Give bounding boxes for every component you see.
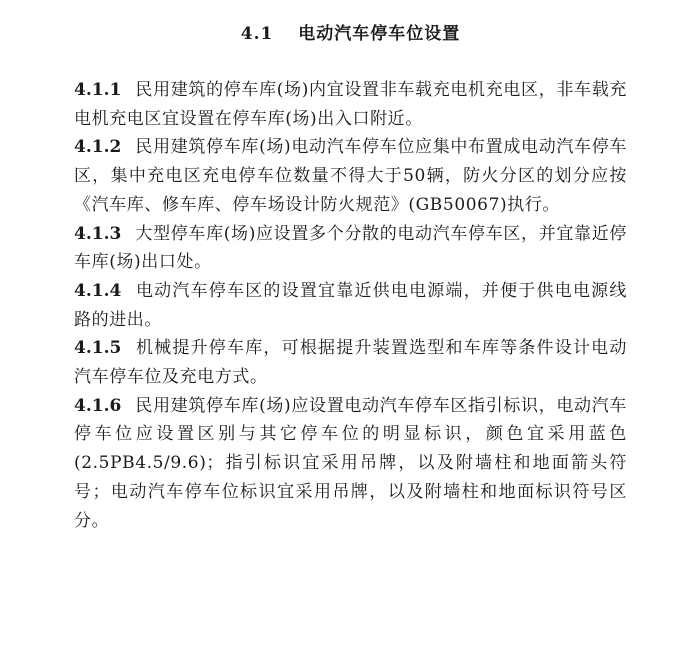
clause-number: 4.1.6 bbox=[74, 395, 122, 416]
clause-4-1-3 bbox=[74, 220, 627, 277]
clause-number: 4.1.1 bbox=[74, 80, 122, 100]
clause-4-1-5 bbox=[74, 334, 627, 391]
section-title bbox=[74, 22, 627, 46]
clause-number: 4.1.4 bbox=[74, 280, 122, 301]
clause-text: 电动汽车停车区的设置宜靠近供电电源端，并便于供电电源线路的进出。 bbox=[74, 280, 627, 330]
section-title-text: 电动汽车停车位设置 bbox=[298, 24, 461, 44]
clause-4-1-6 bbox=[74, 392, 627, 536]
clause-text: 民用建筑的停车库(场)内宜设置非车载充电机充电区，非车载充电机充电区宜设置在停车库(场)出入口附近。 bbox=[74, 80, 627, 129]
clause-4-1-1 bbox=[74, 76, 627, 133]
clause-text: 民用建筑停车库(场)电动汽车停车位应集中布置成电动汽车停车区，集中充电区充电停车位数量不得大于50辆，防火分区的划分应按《汽车库、修车库、停车场设计防火规范》(GB50067)执行。 bbox=[74, 137, 627, 215]
clause-4-1-4 bbox=[74, 277, 627, 334]
clause-number: 4.1.3 bbox=[74, 223, 122, 244]
clause-text: 大型停车库(场)应设置多个分散的电动汽车停车区，并宜靠近停车库(场)出口处。 bbox=[74, 223, 627, 273]
clause-number: 4.1.2 bbox=[74, 137, 122, 158]
clause-number: 4.1.5 bbox=[74, 338, 122, 359]
section-number: 4.1 bbox=[240, 24, 274, 44]
clause-text: 民用建筑停车库(场)应设置电动汽车停车区指引标识，电动汽车停车位应设置区别与其它停车位的明显标识，颜色宜采用蓝色(2.5PB4.5/9.6)；指引标识宜采用吊牌，以及附墙柱和地面箭头符号；电动汽车停车位标识宜采用吊牌，以及附墙柱和地面标识符号区分。 bbox=[74, 395, 627, 531]
clause-text: 机械提升停车库，可根据提升装置选型和车库等条件设计电动汽车停车位及充电方式。 bbox=[74, 338, 627, 388]
clause-4-1-2 bbox=[74, 133, 627, 219]
